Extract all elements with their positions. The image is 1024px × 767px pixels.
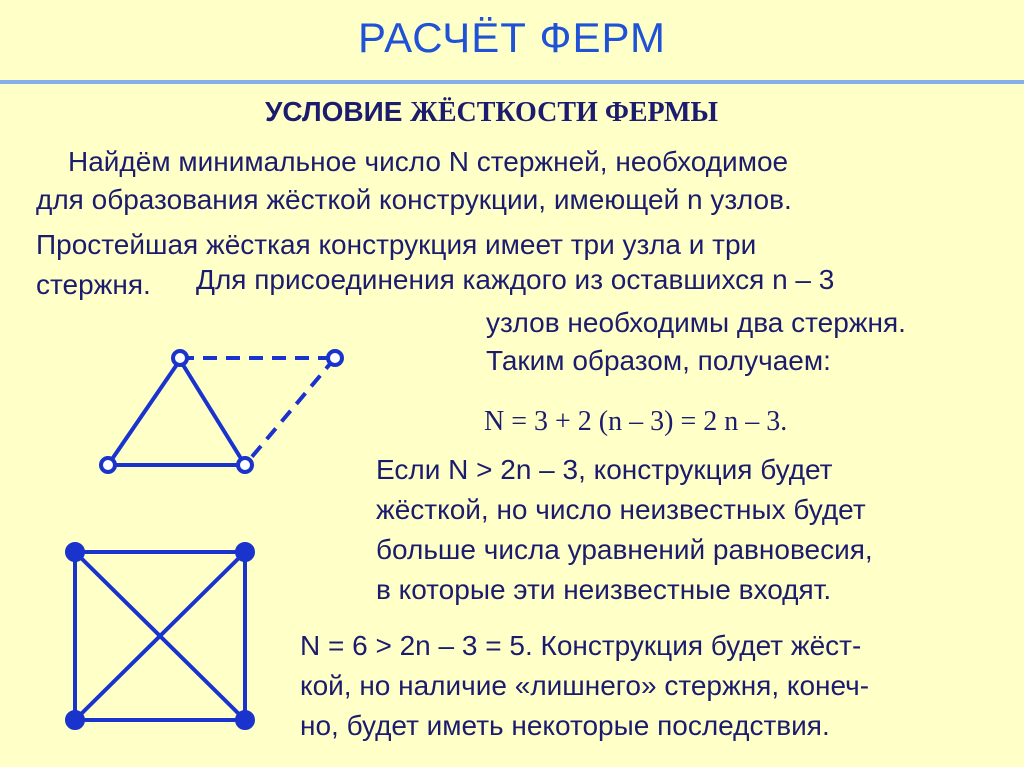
truss-bar bbox=[108, 360, 180, 465]
filled-node bbox=[237, 712, 253, 728]
filled-node bbox=[67, 712, 83, 728]
condition-line-3: больше числа уравнений равновесия, bbox=[376, 534, 873, 565]
example-line-2: кой, но наличие «лишнего» стержня, конеч- bbox=[300, 670, 870, 701]
attach-line-1: Для присоединения каждого из оставшихся n – 3 bbox=[196, 264, 835, 295]
open-node bbox=[101, 458, 115, 472]
condition-line-2: жёсткой, но число неизвестных будет bbox=[376, 494, 866, 525]
square-truss-diagram bbox=[67, 544, 253, 728]
condition-line-1: Если N > 2n – 3, конструкция будет bbox=[376, 454, 833, 485]
condition-line-4: в которые эти неизвестные входят. bbox=[376, 574, 832, 605]
example-line-3: но, будет иметь некоторые последствия. bbox=[300, 710, 830, 741]
section-heading-part2: ЖЁСТКОСТИ ФЕРМЫ bbox=[410, 97, 719, 128]
section-heading-part1: УСЛОВИЕ bbox=[265, 96, 411, 127]
attach-line-2: узлов необходимы два стержня. bbox=[486, 307, 906, 338]
truss-bar bbox=[180, 360, 245, 465]
attach-line-3: Таким образом, получаем: bbox=[486, 345, 831, 376]
added-bar-dashed bbox=[245, 358, 335, 465]
triangle-truss-diagram bbox=[101, 351, 342, 472]
slide-title: РАСЧЁТ ФЕРМ bbox=[357, 14, 667, 61]
filled-node bbox=[67, 544, 83, 560]
intro-line-2: для образования жёсткой конструкции, имеющей n узлов. bbox=[36, 184, 792, 215]
open-node bbox=[328, 351, 342, 365]
filled-node bbox=[237, 544, 253, 560]
example-line-1: N = 6 > 2n – 3 = 5. Конструкция будет жёст- bbox=[300, 630, 862, 661]
open-node bbox=[238, 458, 252, 472]
intro-line-4: стержня. bbox=[36, 269, 151, 300]
open-node bbox=[173, 351, 187, 365]
intro-line-1: Найдём минимальное число N стержней, необходимое bbox=[68, 146, 789, 177]
intro-line-3: Простейшая жёсткая конструкция имеет три узла и три bbox=[36, 229, 757, 260]
formula: N = 3 + 2 (n – 3) = 2 n – 3. bbox=[484, 406, 788, 437]
